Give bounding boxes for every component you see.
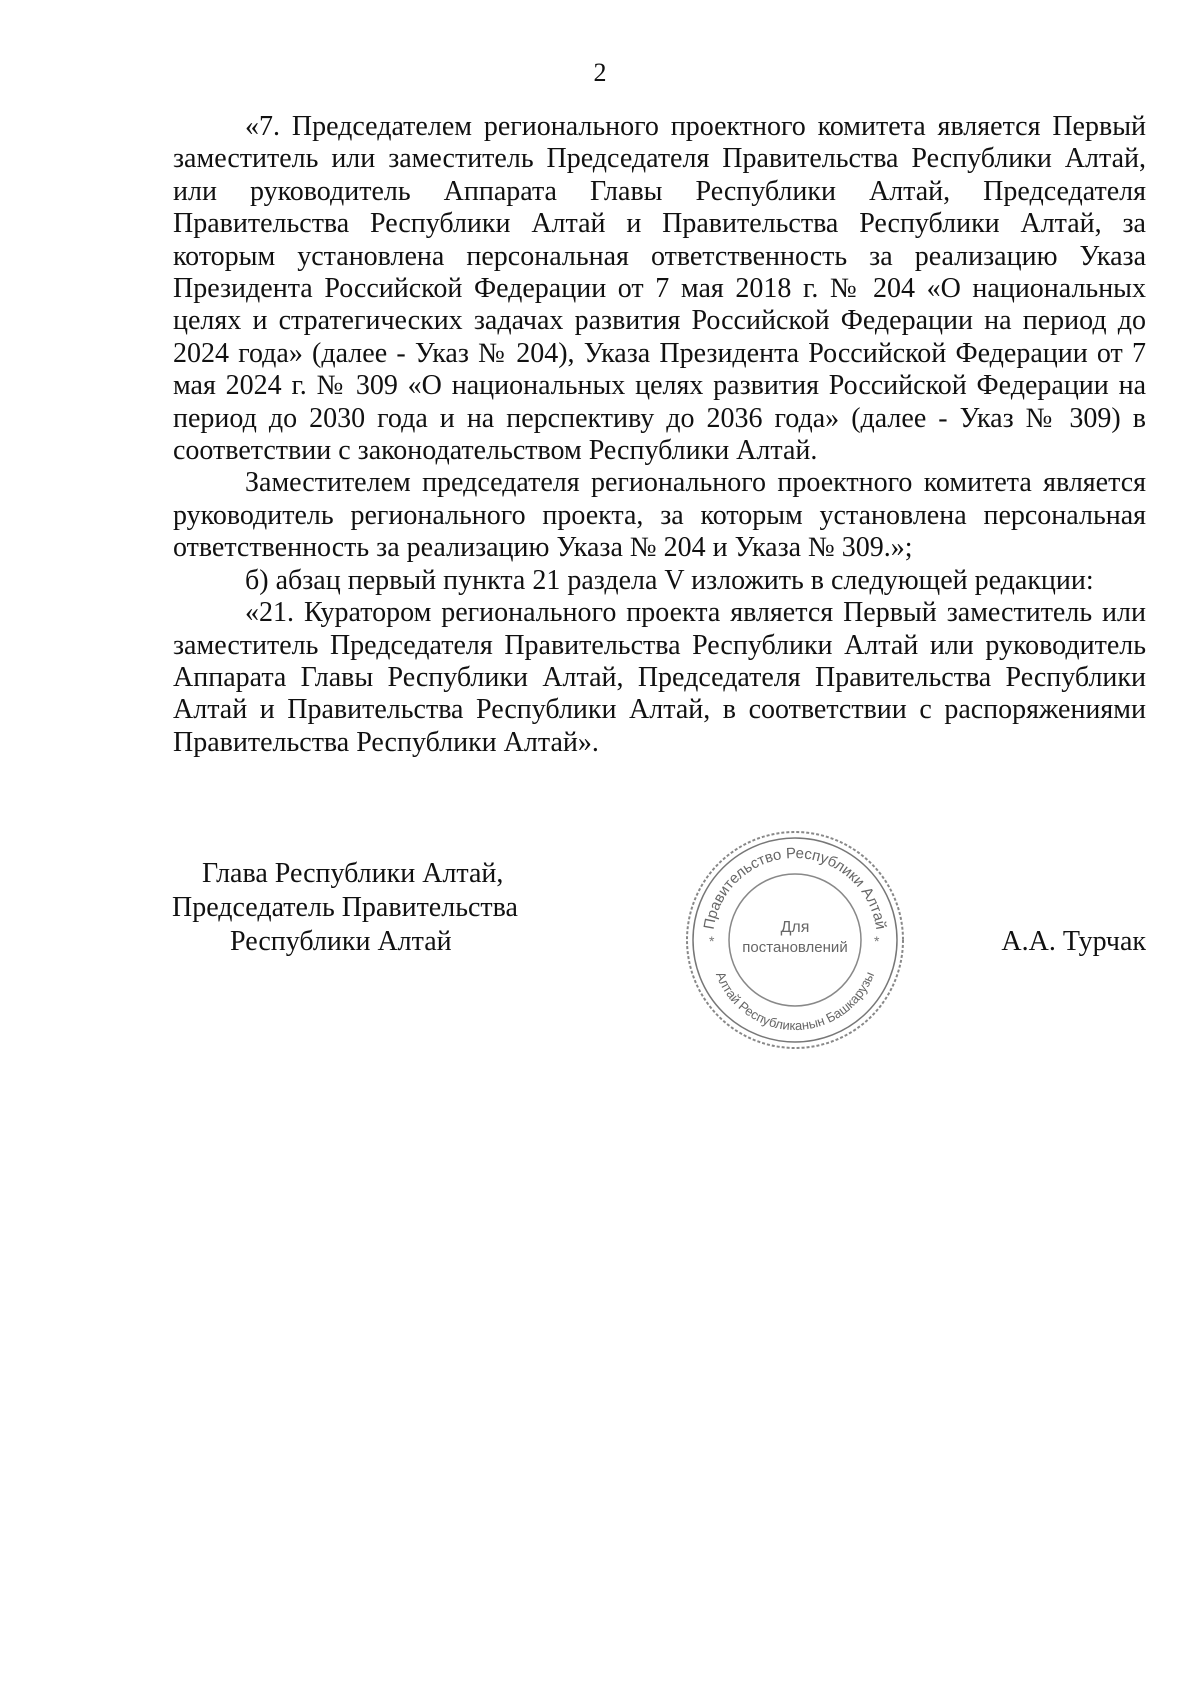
paragraph-deputy-chairman: Заместителем председателя регионального проектного комитета является руководитель регионального проекта, за которым установлена персональная ответственность за реализацию Указа № 204 и Указа № 309.»; [173, 467, 1146, 564]
seal-outer-bottom-text: Алтай Республиканын Башкарузы [712, 969, 878, 1034]
paragraph-amendment-b: б) абзац первый пункта 21 раздела V изложить в следующей редакции: [245, 564, 1094, 596]
page-number: 2 [593, 58, 607, 87]
seal-center-line-1: Для [780, 919, 810, 936]
signature-title-line-2: Председатель Правительства [172, 892, 518, 923]
seal-center-line-2: постановлений [742, 939, 848, 956]
seal-star-right-icon: * [874, 933, 880, 949]
seal-star-left-icon: * [709, 933, 715, 949]
seal-outer-top-text: Правительство Республики Алтай [700, 844, 890, 931]
paragraph-item-7: «7. Председателем регионального проектного комитета является Первый заместитель или заместитель Председателя Правительства Республики Алтай, или руководитель Аппарата Главы Республики Алтай, Председателя Правительства Республики Алтай и Правительства Республики Алтай, за которым установлена персональная ответственность за реализацию Указа Президента Российской Федерации от 7 мая 2018 г. № 204 «О национальных целях и стратегических задачах развития Российской Федерации на период до 2024 года» (далее - Указ № 204), Указа Президента Российской Федерации от 7 мая 2024 г. № 309 «О национальных целях развития Российской Федерации на период до 2030 года и на перспективу до 2036 года» (далее - Указ № 309) в соответствии с законодательством Республики Алтай. [173, 111, 1146, 467]
official-seal-stamp [683, 828, 907, 1052]
paragraph-item-21: «21. Куратором регионального проекта является Первый заместитель или заместитель Председателя Правительства Республики Алтай или руководитель Аппарата Главы Республики Алтай, Председателя Правительства Республики Алтай и Правительства Республики Алтай, в соответствии с распоряжениями Правительства Республики Алтай». [173, 597, 1146, 758]
document-body [173, 111, 1146, 759]
seal-graphic [683, 828, 907, 1052]
signature-title-block [172, 857, 518, 959]
signature-title-line-1: Глава Республики Алтай, [202, 858, 504, 889]
signer-name: А.А. Турчак [1001, 926, 1146, 957]
signature-title-line-3: Республики Алтай [230, 926, 452, 957]
